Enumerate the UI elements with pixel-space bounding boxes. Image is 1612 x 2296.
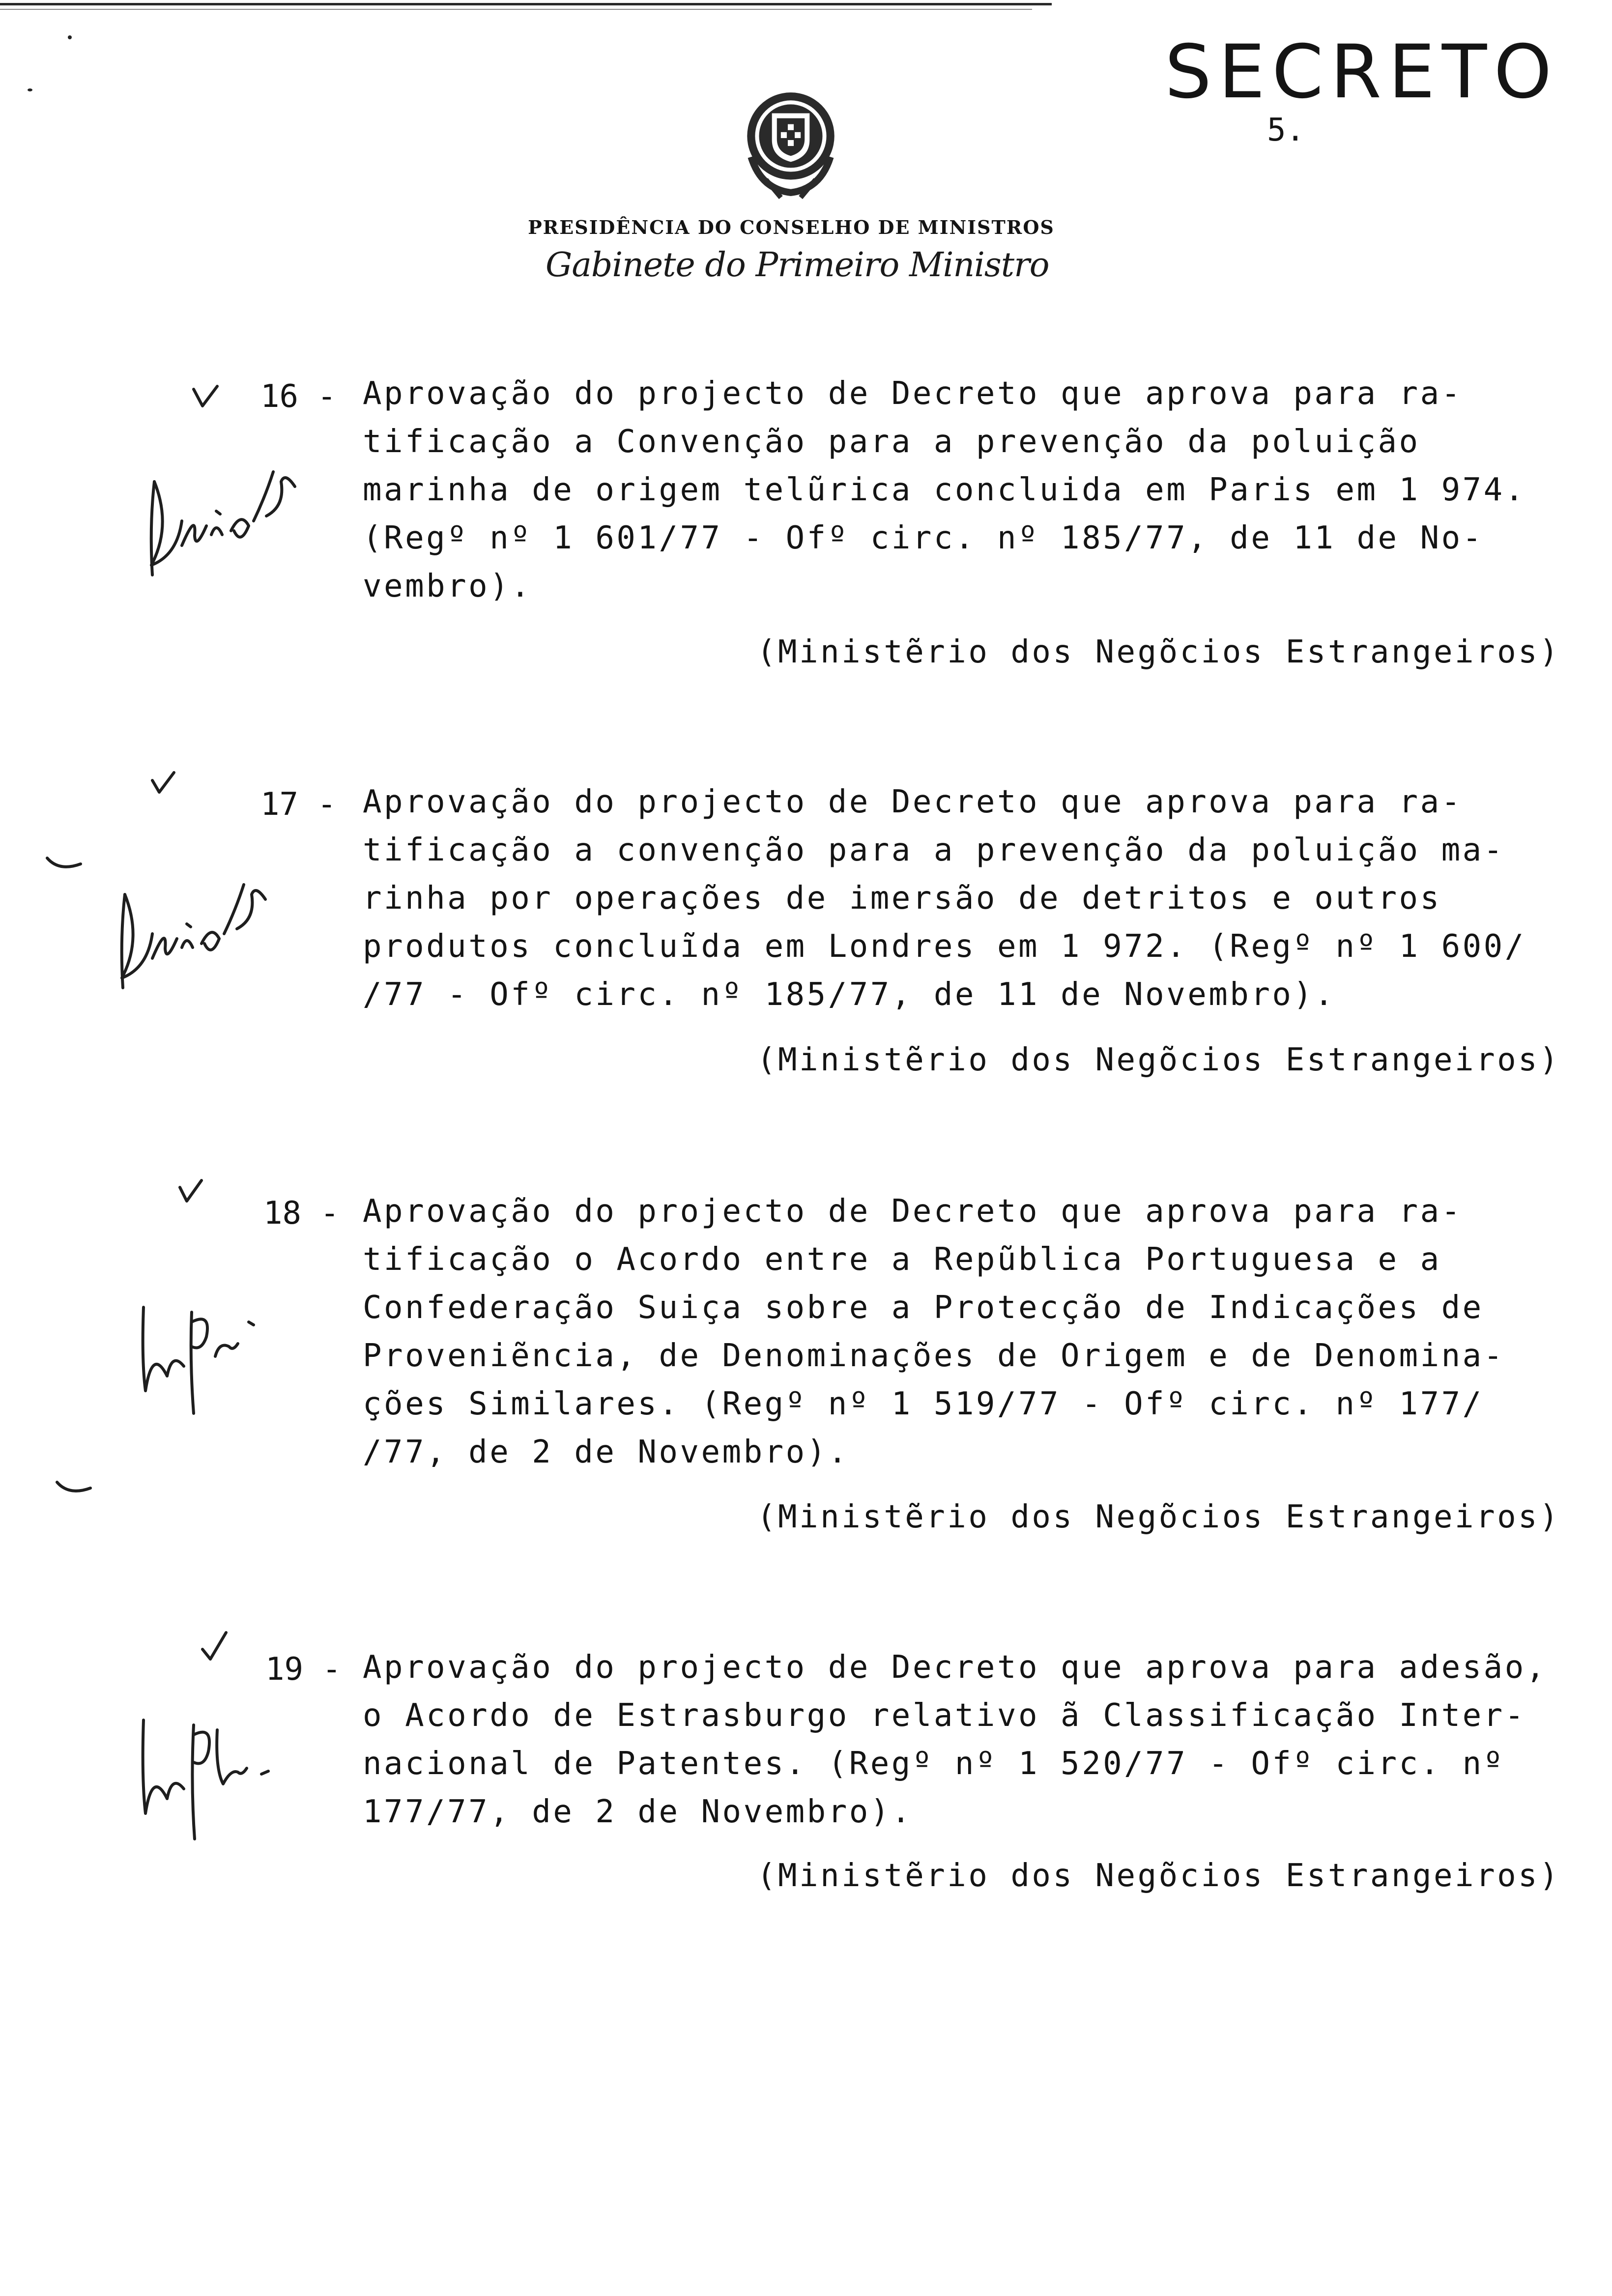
office-name: PRESIDÊNCIA DO CONSELHO DE MINISTROS xyxy=(528,216,1055,238)
ministry-attribution: (Ministẽrio dos Negõcios Estrangeiros) xyxy=(757,634,1561,670)
item-line: /77, de 2 de Novembro). xyxy=(363,1434,849,1470)
margin-tick-mark xyxy=(54,1479,93,1496)
margin-mark xyxy=(28,88,32,91)
item-line: o Acordo de Estrasburgo relativo ã Classificação Inter- xyxy=(363,1697,1526,1734)
item-number: 16 - xyxy=(260,378,337,415)
item-line: Proveniẽncia, de Denominações de Origem e de Denomina- xyxy=(363,1338,1505,1374)
item-line: tificação a Convenção para a prevenção da poluição xyxy=(363,424,1420,460)
check-mark-icon xyxy=(177,1178,204,1204)
handwritten-adiado-annotation xyxy=(138,452,315,590)
handwritten-apr-annotation xyxy=(133,1292,265,1415)
page-number: 5. xyxy=(1267,112,1305,148)
ministry-attribution: (Ministẽrio dos Negõcios Estrangeiros) xyxy=(757,1858,1561,1894)
top-edge-rule xyxy=(0,3,1052,5)
check-mark-icon xyxy=(191,384,220,410)
item-line: Aprovação do projecto de Decreto que aprova para adesão, xyxy=(363,1649,1547,1686)
item-line: Aprovação do projecto de Decreto que aprova para ra- xyxy=(363,784,1463,820)
item-line: 177/77, de 2 de Novembro). xyxy=(363,1794,913,1830)
item-line: Aprovação do projecto de Decreto que aprova para ra- xyxy=(363,375,1463,412)
coat-of-arms-emblem xyxy=(731,83,850,201)
margin-tick-mark xyxy=(44,855,84,872)
top-edge-rule-shadow xyxy=(0,9,1032,10)
item-line: /77 - Ofº circ. nº 185/77, de 11 de Novembro). xyxy=(363,976,1336,1013)
check-mark-icon xyxy=(149,771,177,795)
item-number: 18 - xyxy=(263,1195,340,1232)
item-line: (Regº nº 1 601/77 - Ofº circ. nº 185/77, de 11 de No- xyxy=(363,520,1484,556)
cabinet-signature: Gabinete do Primeiro Ministro xyxy=(546,246,1049,285)
item-line: nacional de Patentes. (Regº nº 1 520/77 - Ofº circ. nº xyxy=(363,1746,1505,1782)
item-line: Aprovação do projecto de Decreto que aprova para ra- xyxy=(363,1193,1463,1230)
item-line: tificação a convenção para a prevenção da poluição ma- xyxy=(363,832,1505,868)
classification-stamp: SECRETO xyxy=(1165,29,1559,115)
handwritten-apr-annotation xyxy=(133,1710,280,1843)
margin-mark xyxy=(68,35,72,39)
ministry-attribution: (Ministẽrio dos Negõcios Estrangeiros) xyxy=(757,1042,1561,1078)
item-line: vembro). xyxy=(363,568,532,604)
handwritten-adiado-annotation xyxy=(108,865,285,1003)
item-line: produtos concluĩda em Londres em 1 972. (Regº nº 1 600/ xyxy=(363,928,1526,965)
item-line: Confederação Suiça sobre a Protecção de Indicações de xyxy=(363,1290,1484,1326)
item-line: ções Similares. (Regº nº 1 519/77 - Ofº circ. nº 177/ xyxy=(363,1386,1484,1422)
item-number: 19 - xyxy=(265,1651,342,1688)
item-line: rinha por operações de imersão de detritos e outros xyxy=(363,880,1441,917)
ministry-attribution: (Ministẽrio dos Negõcios Estrangeiros) xyxy=(757,1499,1561,1535)
check-mark-icon xyxy=(200,1631,229,1662)
item-line: marinha de origem telũrica concluida em Paris em 1 974. xyxy=(363,472,1526,508)
item-number: 17 - xyxy=(260,786,337,823)
item-line: tificação o Acordo entre a Repũblica Portuguesa e a xyxy=(363,1241,1441,1278)
